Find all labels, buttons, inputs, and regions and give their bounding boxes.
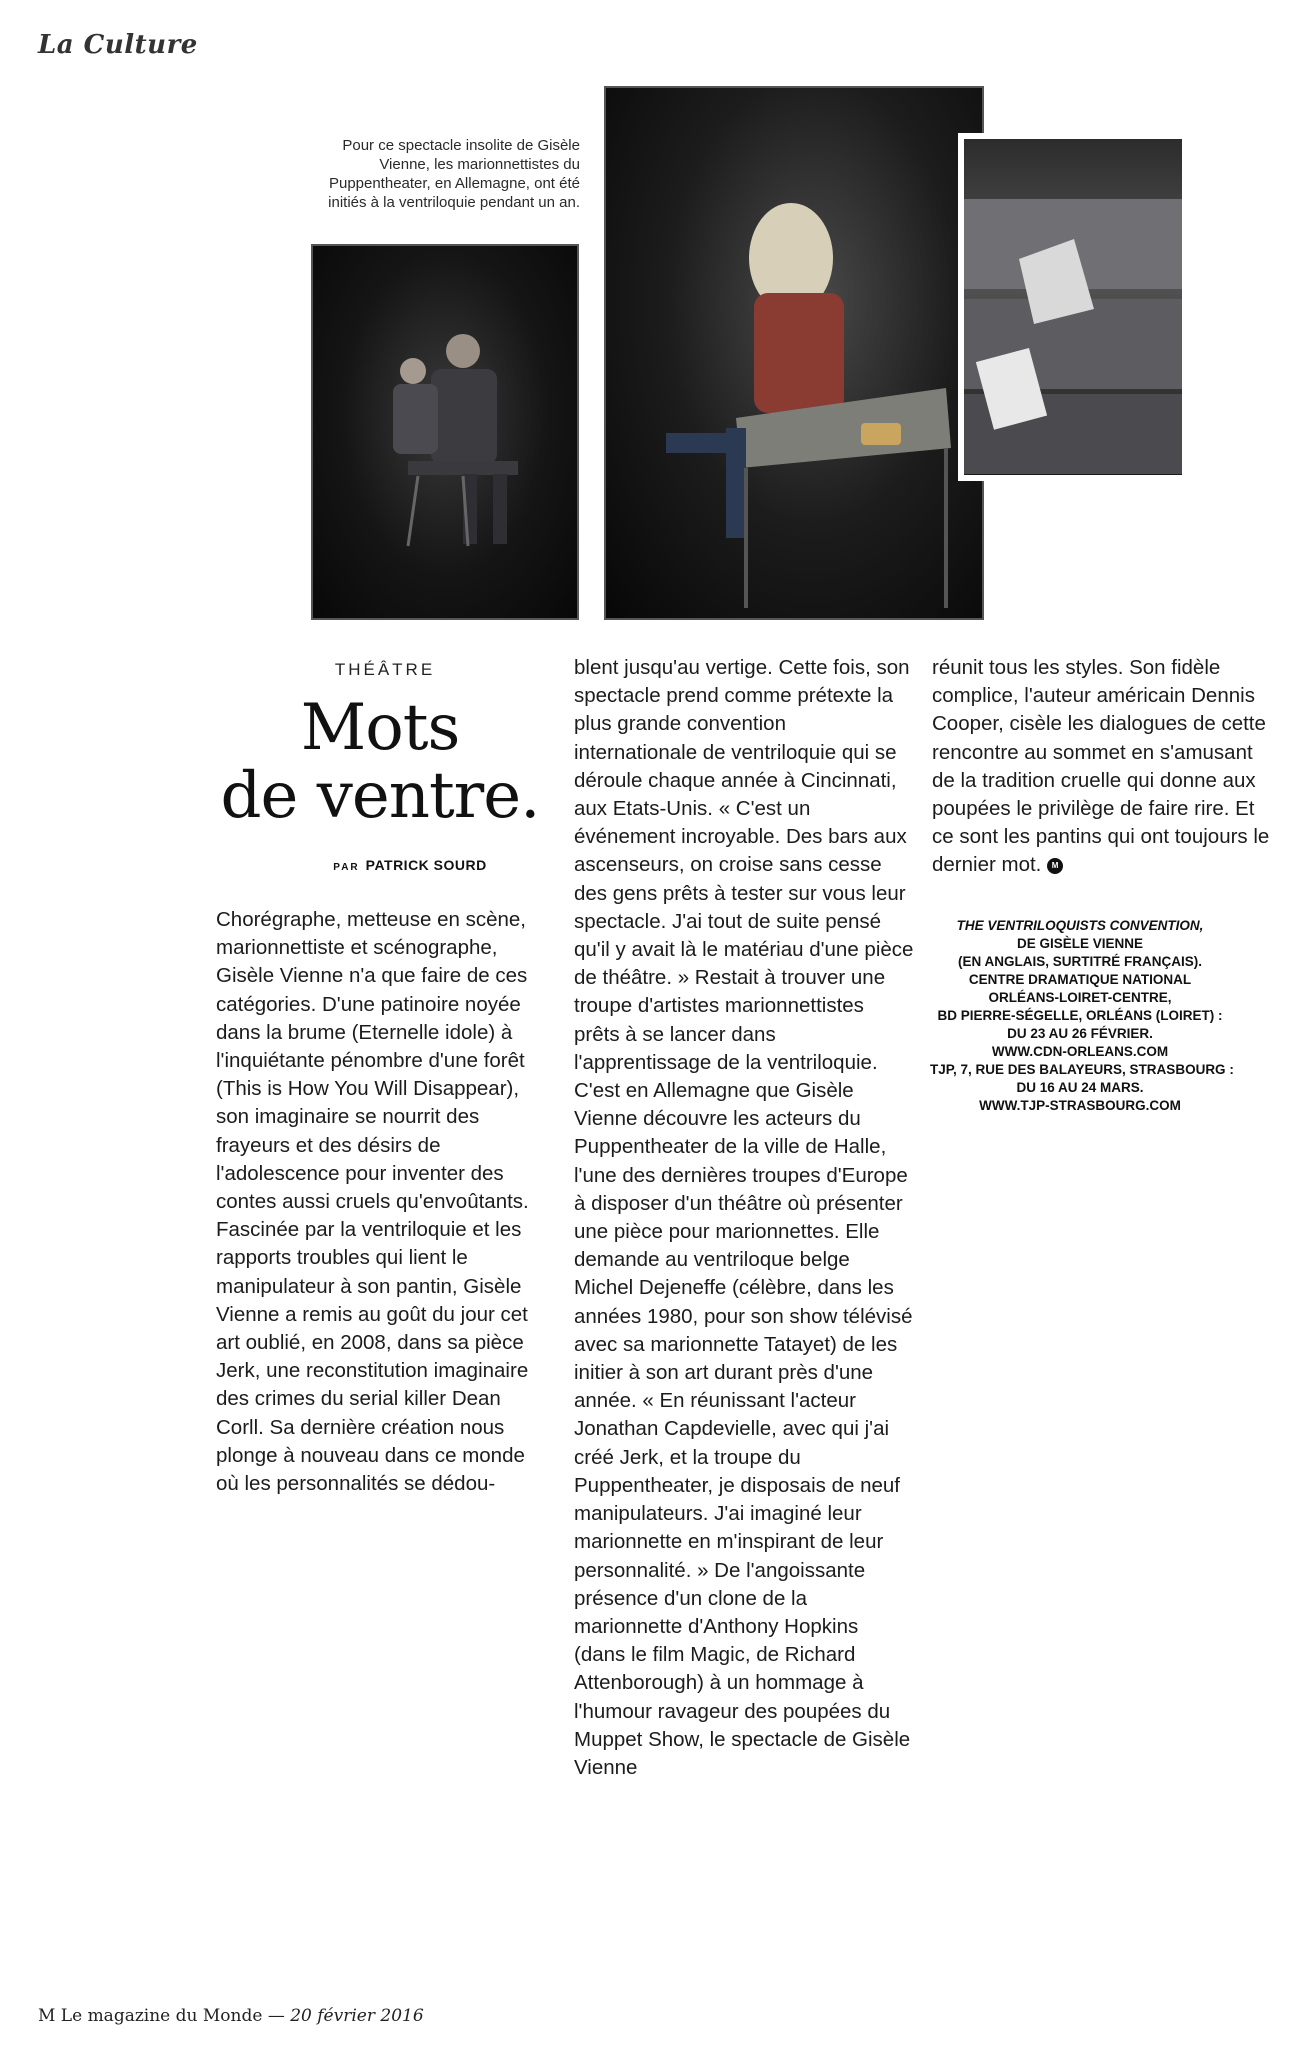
info-line: WWW.TJP-STRASBOURG.COM xyxy=(979,1098,1181,1113)
author: PATRICK SOURD xyxy=(365,857,487,873)
info-line: BD PIERRE-SÉGELLE, ORLÉANS (LOIRET) : xyxy=(937,1008,1223,1023)
column-3-text xyxy=(932,654,1272,880)
footer-date: 20 février 2016 xyxy=(290,2006,424,2026)
photo-left-figure xyxy=(313,246,577,618)
photo-puppet-on-table xyxy=(604,86,984,620)
photo-right-figure xyxy=(964,139,1182,475)
photo-ventriloquist-with-puppet xyxy=(311,244,579,620)
column-1-text: Chorégraphe, metteuse en scène, marionnettiste et scénographe, Gisèle Vienne n'a que faire de ces catégories. D'une patinoire noyée dans la brume (Eternelle idole) à l'inquiétante pénombre d'une forêt (This is How You Will Disappear), son imaginaire se nourrit des frayeurs et des désirs de l'adolescence pour inventer des contes aussi cruels qu'envoûtants. Fascinée par la ventriloquie et les rapports troubles qui lient le manipulateur à son pantin, Gisèle Vienne a remis au goût du jour cet art oublié, en 2008, dans sa pièce Jerk, une reconstitution imaginaire des crimes du serial killer Dean Corll. Sa dernière création nous plonge à nouveau dans ce monde où les personnalités se dédou- xyxy=(216,908,529,1496)
title-line-1: Mots xyxy=(300,691,460,765)
info-line: WWW.CDN-ORLEANS.COM xyxy=(991,1044,1169,1059)
page-footer xyxy=(38,2006,424,2026)
photo-caption: Pour ce spectacle insolite de Gisèle Vienne, les marionnettistes du Puppentheater, en Allemagne, ont été initiés à la ventriloquie pendant un an. xyxy=(328,137,580,211)
article-column-3 xyxy=(932,654,1272,880)
info-line: DU 16 AU 24 MARS. xyxy=(1016,1080,1144,1095)
byline-prefix: PAR xyxy=(333,862,360,873)
info-line: ORLÉANS-LOIRET-CENTRE, xyxy=(988,990,1172,1005)
footer-magazine: M Le magazine du Monde — xyxy=(38,2006,285,2026)
info-line: DE GISÈLE VIENNE xyxy=(1016,936,1144,951)
article-genre: THÉÂTRE xyxy=(334,660,436,679)
section-label: La Culture xyxy=(38,30,198,60)
show-info xyxy=(930,917,1234,1115)
byline xyxy=(290,857,530,873)
article-column-2 xyxy=(574,654,914,1782)
article-column-1 xyxy=(216,906,536,1498)
photo-theatre-seats xyxy=(958,133,1188,481)
title-line-2: de ventre. xyxy=(220,759,540,833)
column-2-text: blent jusqu'au vertige. Cette fois, son spectacle prend comme prétexte la plus grande convention internationale de ventriloquie qui se déroule chaque année à Cincinnati, aux Etats-Unis. « C'est un événement incroyable. Des bars aux ascenseurs, on croise sans cesse des gens prêts à tester sur vous leur spectacle. J'ai tout de suite pensé qu'il y avait là le matériau d'une pièce de théâtre. » Restait à trouver une troupe d'artistes marionnettistes prêts à se lancer dans l'apprentissage de la ventriloquie. C'est en Allemagne que Gisèle Vienne découvre les acteurs du Puppentheater de la ville de Halle, l'une des dernières troupes d'Europe à disposer d'un théâtre où présenter une pièce pour marionnettes. Elle demande au ventriloque belge Michel Dejeneffe (célèbre, dans les années 1980, pour son show télévisé avec sa marionnette Tatayet) de les initier à son art durant près d'une année. « En réunissant l'acteur Jonathan Capdevielle, avec qui j'ai créé Jerk, et la troupe du Puppentheater, je disposais de neuf manipulateurs. J'ai imaginé leur marionnette en m'inspirant de leur personnalité. » De l'angoissante présence d'un clone de la marionnette d'Anthony Hopkins (dans le film Magic, de Richard Attenborough) à un hommage à l'humour ravageur des poupées du Muppet Show, le spectacle de Gisèle Vienne xyxy=(574,656,914,1779)
info-line: (EN ANGLAIS, SURTITRÉ FRANÇAIS). xyxy=(958,954,1202,969)
info-line: CENTRE DRAMATIQUE NATIONAL xyxy=(968,972,1192,987)
show-title: THE VENTRILOQUISTS CONVENTION, xyxy=(956,918,1204,933)
info-line: DU 23 AU 26 FÉVRIER. xyxy=(1007,1026,1153,1041)
column-3-body: réunit tous les styles. Son fidèle complice, l'auteur américain Dennis Cooper, cisèle les dialogues de cette rencontre au sommet en s'amusant de la tradition cruelle qui donne aux poupées le privilège de faire rire. Et ce sont les pantins qui ont toujours le dernier mot. xyxy=(932,656,1270,877)
article-title xyxy=(200,691,560,833)
info-line: TJP, 7, RUE DES BALAYEURS, STRASBOURG : xyxy=(930,1062,1234,1077)
end-mark-icon: M xyxy=(1047,858,1063,874)
photo-center-figure xyxy=(606,88,982,618)
